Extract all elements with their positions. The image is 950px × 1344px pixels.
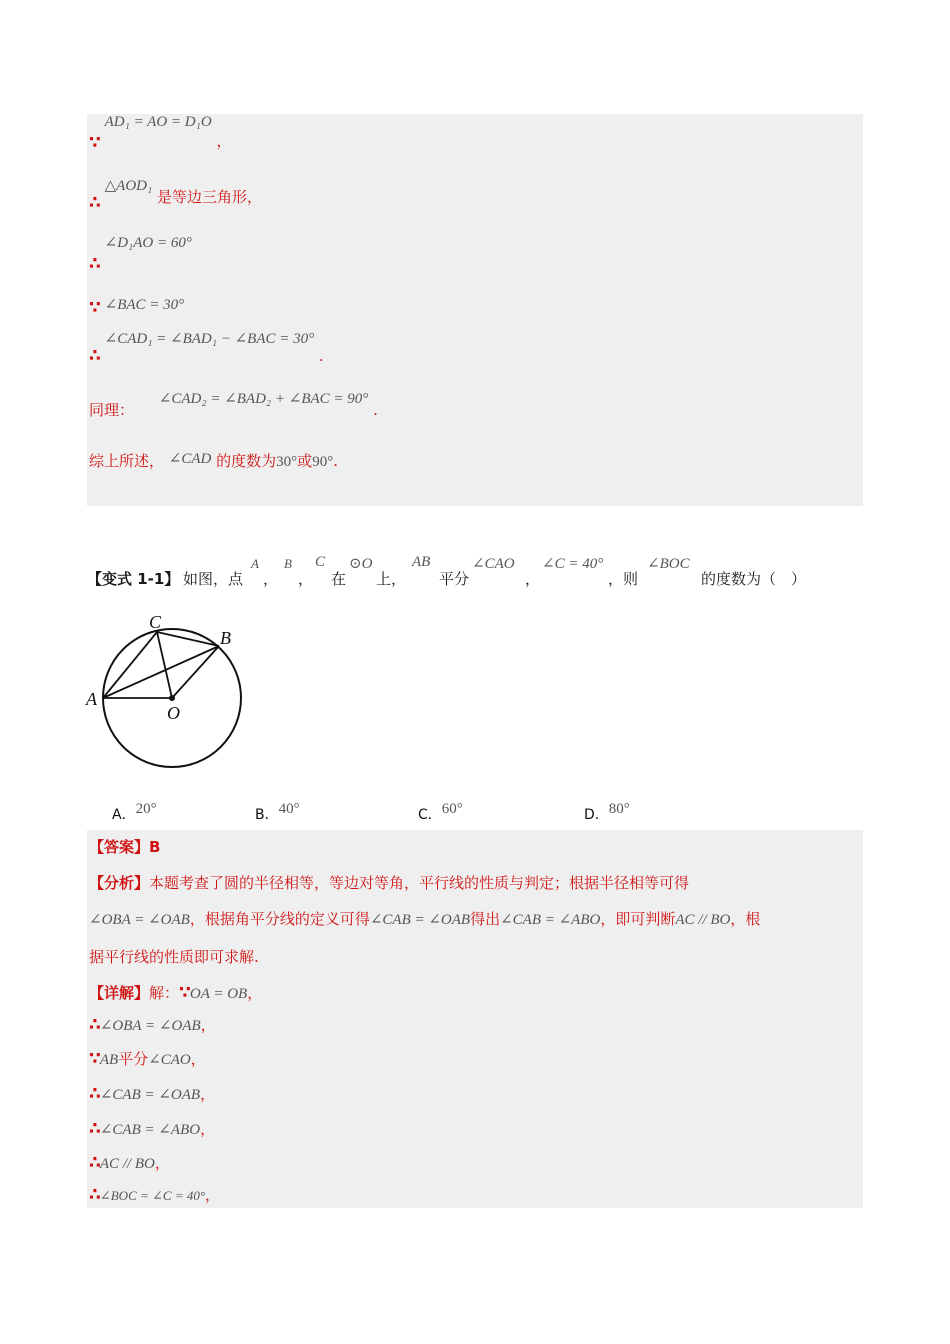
math-expression: ∠OBA = ∠OAB	[99, 1018, 201, 1034]
detail-tag: 【详解】	[89, 984, 150, 1002]
math-expression: ∠CAD₂ = ∠BAD₂ + ∠BAC = 90°	[158, 391, 369, 407]
step-line-7	[89, 450, 338, 471]
option-value: 40°	[278, 801, 300, 817]
math-expression: ∠CAB = ∠OAB	[369, 912, 471, 928]
option-value: 80°	[608, 801, 630, 817]
math-A: A	[251, 556, 259, 571]
option-d[interactable]	[584, 798, 630, 823]
analysis-text: 据平行线的性质即可求解.	[89, 948, 259, 966]
math-expression: ∠D₁AO = 60°	[104, 235, 192, 251]
punctuation: .	[333, 452, 338, 470]
math-expression: AC // BO	[99, 1156, 155, 1172]
detail-line-5	[89, 1118, 215, 1139]
because-symbol: ∵	[89, 1049, 100, 1069]
option-b[interactable]	[255, 798, 300, 823]
detail-line-7	[89, 1184, 220, 1205]
question-text: 上，	[376, 570, 407, 588]
math-expression: AD₁ = AO = D₁O	[104, 114, 212, 130]
detail-text: 解：	[149, 984, 180, 1002]
analysis-line-3	[89, 946, 259, 967]
question-text: ，则	[608, 570, 639, 588]
label-C: C	[149, 612, 162, 632]
detail-line-3	[89, 1048, 206, 1069]
step-line-2	[89, 178, 262, 213]
math-expression: ∠BAC = 30°	[104, 297, 185, 313]
segment-CO	[157, 632, 172, 698]
punctuation: ，	[200, 1085, 216, 1103]
therefore-symbol: ∴	[89, 193, 100, 213]
label-B: B	[220, 628, 231, 648]
math-expression: ∠CAO	[148, 1052, 191, 1068]
punctuation: ，	[216, 132, 232, 150]
option-letter: D．	[584, 807, 609, 823]
question-tag: 【变式 1-1】	[87, 570, 180, 588]
step-line-3	[89, 235, 192, 274]
therefore-symbol: ∴	[89, 1015, 100, 1035]
analysis-line-1	[89, 872, 689, 893]
math-expression: ∠CAD₁ = ∠BAD₁ − ∠BAC = 30°	[104, 331, 315, 347]
detail-line-2	[89, 1014, 216, 1035]
analysis-text: ，根	[730, 910, 761, 928]
detail-line-1	[89, 982, 262, 1003]
question-text: 平分	[439, 570, 470, 588]
step-line-1	[89, 114, 232, 153]
circle-figure	[82, 608, 262, 778]
therefore-symbol: ∴	[89, 1185, 100, 1205]
answer-value: B	[149, 838, 161, 856]
detail-text: 平分	[118, 1050, 149, 1068]
detail-line-6	[89, 1152, 170, 1173]
because-symbol: ∵	[89, 298, 100, 318]
step-text: 的度数为	[216, 452, 277, 470]
therefore-symbol: ∴	[89, 1084, 100, 1104]
question-text: 如图，点	[183, 570, 244, 588]
step-text: 综上所述，	[89, 452, 165, 470]
segment-BO	[172, 646, 219, 698]
because-symbol: ∵	[179, 983, 190, 1003]
step-line-4	[89, 294, 185, 318]
option-letter: B．	[255, 807, 279, 823]
option-value: 20°	[135, 801, 157, 817]
question-line	[87, 554, 863, 590]
question-text: 在	[331, 570, 347, 588]
step-text: 同理：	[89, 401, 135, 419]
math-expression: AC // BO	[675, 912, 731, 928]
question-text: 的度数为（ ）	[701, 570, 807, 588]
math-angle-BOC: ∠BOC	[647, 556, 690, 572]
option-letter: C．	[418, 807, 442, 823]
option-a[interactable]	[112, 798, 157, 823]
punctuation: ，	[205, 1186, 221, 1204]
because-symbol: ∵	[89, 133, 100, 153]
answer-tag: 【答案】	[89, 838, 150, 856]
punctuation: ，	[200, 1016, 216, 1034]
label-A: A	[86, 689, 97, 709]
math-angle-C: ∠C = 40°	[542, 556, 604, 572]
math-circle-O: ⊙O	[349, 556, 373, 572]
math-expression: △AOD₁	[104, 178, 153, 194]
therefore-symbol: ∴	[89, 1119, 100, 1139]
segment-AB	[103, 646, 219, 698]
analysis-text: ，根据角平分线的定义可得	[189, 910, 370, 928]
punctuation: ，	[200, 1120, 216, 1138]
math-expression: OA = OB	[189, 986, 248, 1002]
math-B: B	[284, 556, 292, 571]
analysis-text: 得出	[470, 910, 501, 928]
math-expression: ∠CAB = ∠ABO	[500, 912, 601, 928]
center-point	[169, 695, 175, 701]
step-line-5	[89, 331, 324, 366]
math-AB: AB	[412, 554, 431, 570]
analysis-text: 本题考查了圆的半径相等，等边对等角，平行线的性质与判定；根据半径相等可得	[149, 874, 690, 892]
solution-box-top	[87, 114, 863, 506]
comma: ，	[298, 570, 314, 588]
math-value: 90°	[312, 454, 334, 470]
punctuation: ，	[247, 984, 263, 1002]
label-O: O	[167, 703, 180, 723]
math-C: C	[315, 554, 326, 570]
solution-box-bottom	[87, 830, 863, 1208]
therefore-symbol: ∴	[89, 254, 100, 274]
detail-line-4	[89, 1083, 215, 1104]
therefore-symbol: ∴	[89, 1153, 100, 1173]
math-expression: ∠CAB = ∠OAB	[99, 1087, 201, 1103]
step-text: 或	[297, 452, 313, 470]
math-expression: ∠CAD	[168, 451, 212, 467]
option-c[interactable]	[418, 798, 463, 823]
math-expression: ∠OBA = ∠OAB	[89, 912, 190, 928]
step-text: 是等边三角形，	[156, 188, 262, 206]
analysis-tag: 【分析】	[89, 874, 150, 892]
punctuation: .	[373, 401, 378, 419]
comma: ，	[525, 570, 541, 588]
segment-CB	[157, 632, 219, 646]
step-line-6	[89, 391, 378, 420]
punctuation: ，	[190, 1050, 206, 1068]
analysis-line-2	[89, 908, 760, 929]
math-angle-CAO: ∠CAO	[472, 556, 515, 572]
math-expression: ∠CAB = ∠ABO	[99, 1122, 201, 1138]
answer-line	[89, 836, 160, 857]
punctuation: .	[318, 347, 324, 365]
option-value: 60°	[441, 801, 463, 817]
therefore-symbol: ∴	[89, 346, 100, 366]
punctuation: ，	[154, 1154, 170, 1172]
math-value: 30°	[276, 454, 298, 470]
option-letter: A．	[112, 807, 136, 823]
analysis-text: ，即可判断	[600, 910, 676, 928]
math-expression: ∠BOC = ∠C = 40°	[99, 1188, 206, 1203]
comma: ，	[263, 570, 279, 588]
math-expression: AB	[99, 1052, 119, 1068]
